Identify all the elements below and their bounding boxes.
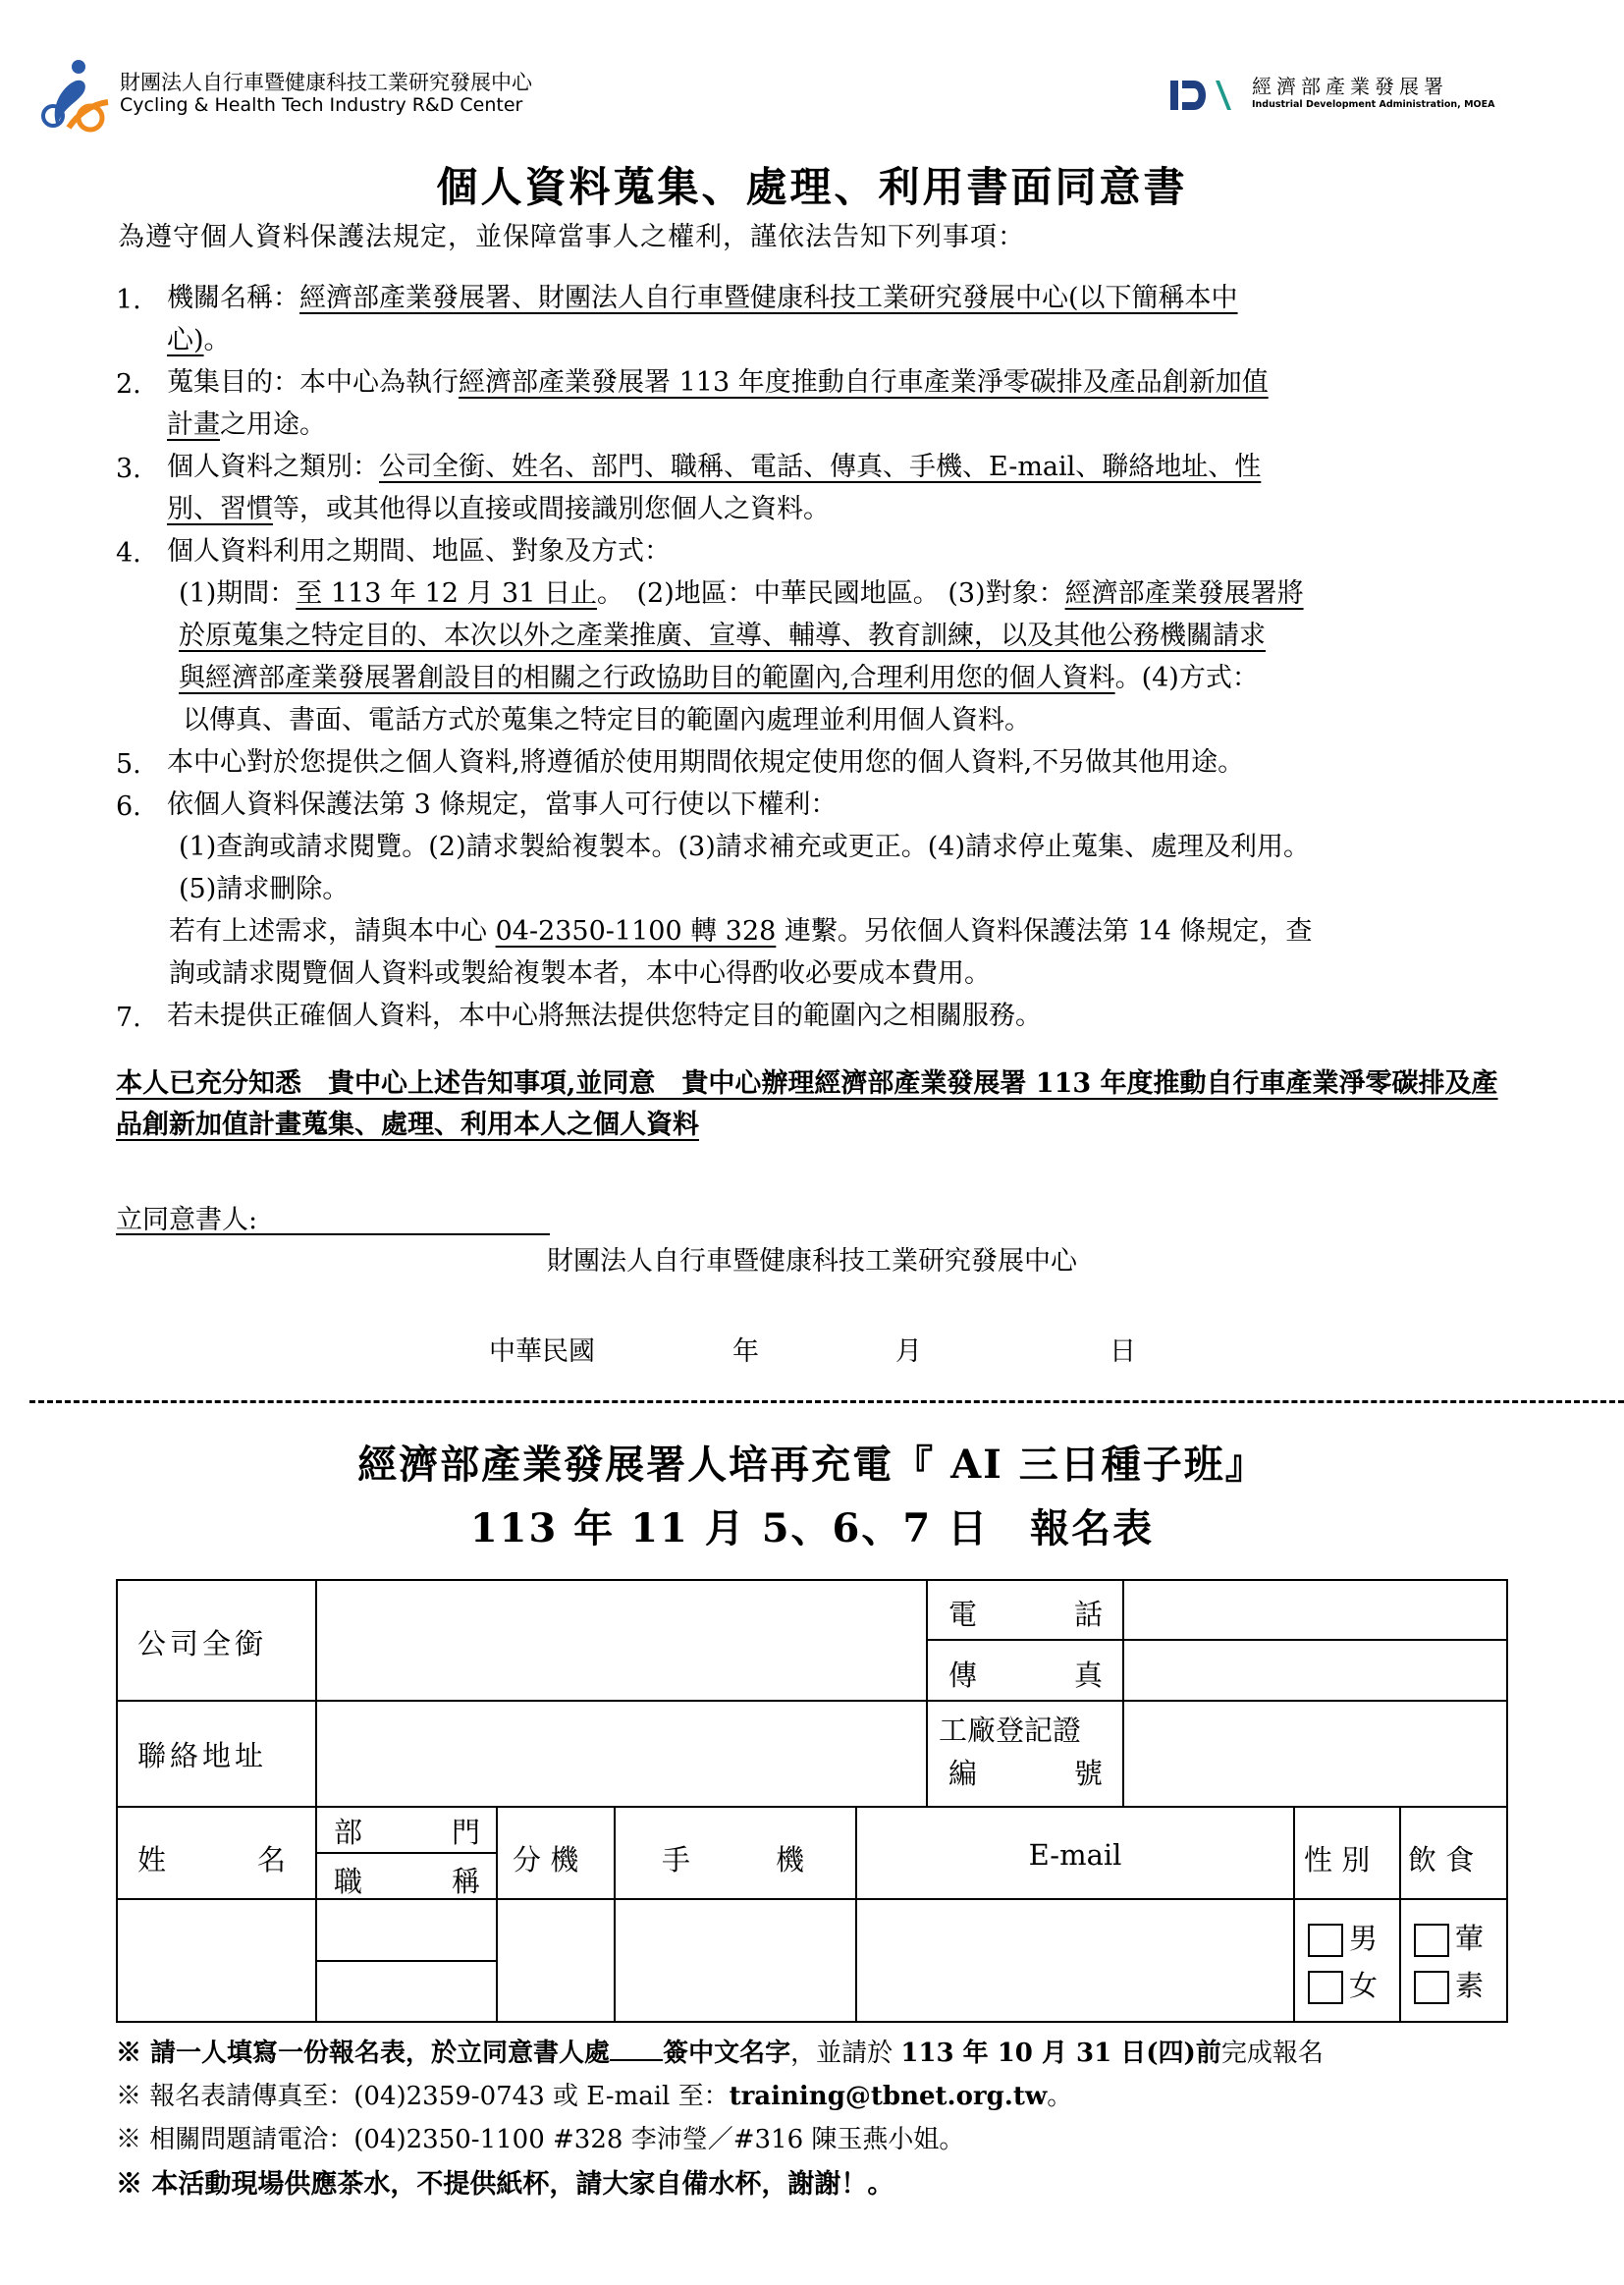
registration-table [116, 1579, 1508, 2023]
email-input[interactable] [862, 1907, 1288, 2015]
extension-label: 分 機 [513, 1843, 579, 1877]
consent-intro: 為遵守個人資料保護法規定，並保障當事人之權利，謹依法告知下列事項： [118, 222, 1025, 252]
job-title-input[interactable] [324, 1966, 491, 2015]
phone-input[interactable] [1133, 1585, 1496, 1634]
item4-head: 個人資料利用之期間、地區、對象及方式： [167, 536, 671, 567]
diet-label: 飲 食 [1408, 1843, 1475, 1877]
item3-line2: 別、習慣等，或其他得以直接或間接識別您個人之資料。 [167, 494, 830, 524]
date-month-label: 月 [895, 1336, 922, 1367]
mobile-label-left: 手 [662, 1843, 691, 1877]
address-label: 聯絡地址 [137, 1739, 268, 1772]
date-day-label: 日 [1110, 1336, 1136, 1367]
diet-meat-checkbox[interactable]: 葷 [1414, 1917, 1484, 1957]
factory-number-left: 編 [948, 1757, 978, 1790]
chtc-logo-icon [39, 57, 116, 134]
diet-vegetarian-checkbox[interactable]: 素 [1414, 1964, 1484, 2004]
ida-logo-icon [1166, 73, 1235, 116]
cut-divider [29, 1400, 1624, 1403]
agreement-statement: 本人已充分知悉 貴中心上述告知事項,並同意 貴中心辦理經濟部產業發展署 113 年度推動自行車產業淨零碳排及產品創新加值計畫蒐集、處理、利用本人之個人資料 [116, 1068, 1498, 1140]
company-label: 公司全銜 [137, 1627, 268, 1660]
company-input[interactable] [326, 1587, 915, 1695]
date-era: 中華民國 [489, 1336, 595, 1367]
signer-label: 立同意書人: [116, 1205, 258, 1235]
name-label-right: 名 [257, 1843, 287, 1877]
extension-input[interactable] [503, 1907, 609, 2015]
date-year-label: 年 [732, 1336, 759, 1367]
dept-label-right: 門 [452, 1816, 481, 1849]
item3-line1: 個人資料之類別：公司全銜、姓名、部門、職稱、電話、傳真、手機、E-mail、聯絡地址、性 [167, 452, 1262, 482]
address-input[interactable] [326, 1709, 915, 1799]
note-signup-instruction: ※ 請一人填寫一份報名表，於立同意書人處 簽中文名字，並請於 113 年 10 月 31 日(四)前完成報名 [116, 2039, 1324, 2068]
mobile-label-right: 機 [776, 1843, 805, 1877]
header-ida-chinese: 經濟部產業發展署 [1252, 75, 1448, 98]
name-input[interactable] [124, 1907, 310, 2015]
item1-line2: 心)。 [167, 325, 231, 355]
item-number: 1. [116, 285, 141, 315]
item6-line4: 詢或請求閱覽個人資料或製給複製本者，本中心得酌收必要成本費用。 [169, 958, 991, 989]
gender-male-checkbox[interactable]: 男 [1308, 1917, 1378, 1957]
item6-line1: (1)查詢或請求閱覽。(2)請求製給複製本。(3)請求補充或更正。(4)請求停止蒐集、處理及利用。 [179, 832, 1310, 862]
item-number: 7. [116, 1003, 141, 1033]
item6-line3: 若有上述需求，請與本中心 04-2350-1100 轉 328 連繫。另依個人資料保護法第 14 條規定，查 [169, 916, 1313, 947]
email-label: E-mail [1028, 1838, 1122, 1872]
factory-number-right: 號 [1074, 1757, 1104, 1790]
title-label-left: 職 [334, 1865, 363, 1898]
item4-line1: (1)期間：至 113 年 12 月 31 日止。 (2)地區：中華民國地區。 (3)對象：經濟部產業發展署將 [179, 578, 1304, 609]
item6-line2: (5)請求刪除。 [179, 874, 350, 904]
gender-female-checkbox[interactable]: 女 [1308, 1964, 1378, 2004]
consent-title: 個人資料蒐集、處理、利用書面同意書 [436, 163, 1188, 211]
name-label-left: 姓 [137, 1843, 167, 1877]
item-number: 3. [116, 454, 141, 484]
item6-head: 依個人資料保護法第 3 條規定，當事人可行使以下權利： [167, 789, 838, 820]
mobile-input[interactable] [621, 1907, 850, 2015]
item4-line3: 與經濟部產業發展署創設目的相關之行政協助目的範圍內,合理利用您的個人資料。(4)方式： [179, 663, 1259, 693]
item7-text: 若未提供正確個人資料，本中心將無法提供您特定目的範圍內之相關服務。 [167, 1001, 1042, 1031]
header-org-chinese: 財團法人自行車暨健康科技工業研究發展中心 [120, 71, 532, 94]
registration-title: 經濟部產業發展署人培再充電『 AI 三日種子班』 [357, 1442, 1267, 1488]
fax-input[interactable] [1133, 1646, 1496, 1695]
note-water-cup: ※ 本活動現場供應茶水，不提供紙杯，請大家自備水杯，謝謝！。 [116, 2169, 894, 2200]
item-number: 5. [116, 749, 141, 780]
note-contact: ※ 相關問題請電洽：(04)2350-1100 #328 李沛瑩／#316 陳玉燕小姐。 [116, 2125, 965, 2154]
factory-number-input[interactable] [1133, 1709, 1496, 1799]
fax-label-left: 傳 [948, 1659, 978, 1692]
title-label-right: 稱 [452, 1865, 481, 1898]
factory-registration-label: 工廠登記證 [939, 1714, 1082, 1747]
item1-line1: 機關名稱：經濟部產業發展署、財團法人自行車暨健康科技工業研究發展中心(以下簡稱本中 [167, 283, 1238, 313]
fax-label-right: 真 [1074, 1659, 1104, 1692]
item2-line1: 蒐集目的：本中心為執行經濟部產業發展署 113 年度推動自行車產業淨零碳排及產品創新加值 [167, 367, 1269, 398]
item5-text: 本中心對於您提供之個人資料,將遵循於使用期間依規定使用您的個人資料,不另做其他用途。 [167, 747, 1245, 778]
signature-line[interactable] [116, 1233, 550, 1235]
header-ida-english: Industrial Development Administration, MOEA [1252, 99, 1495, 110]
item2-line2: 計畫之用途。 [167, 409, 326, 440]
item4-line2: 於原蒐集之特定目的、本次以外之產業推廣、宣導、輔導、教育訓練，以及其他公務機關請求 [179, 621, 1266, 651]
registration-date: 113 年 11 月 5、6、7 日 報名表 [469, 1505, 1155, 1551]
item-number: 6. [116, 791, 141, 822]
gender-label: 性 別 [1304, 1843, 1371, 1877]
header-org-english: Cycling & Health Tech Industry R&D Center [120, 94, 523, 116]
dept-input[interactable] [324, 1907, 491, 1956]
item4-line4: 以傳真、書面、電話方式於蒐集之特定目的範圍內處理並利用個人資料。 [183, 705, 1031, 735]
item-number: 2. [116, 369, 141, 400]
phone-label-left: 電 [948, 1598, 978, 1631]
signer-organization: 財團法人自行車暨健康科技工業研究發展中心 [547, 1246, 1077, 1277]
dept-label-left: 部 [334, 1816, 363, 1849]
phone-label-right: 話 [1074, 1598, 1104, 1631]
note-fax-email: ※ 報名表請傳真至：(04)2359-0743 或 E-mail 至：training@tbnet.org.tw。 [116, 2082, 1073, 2111]
item-number: 4. [116, 538, 141, 569]
